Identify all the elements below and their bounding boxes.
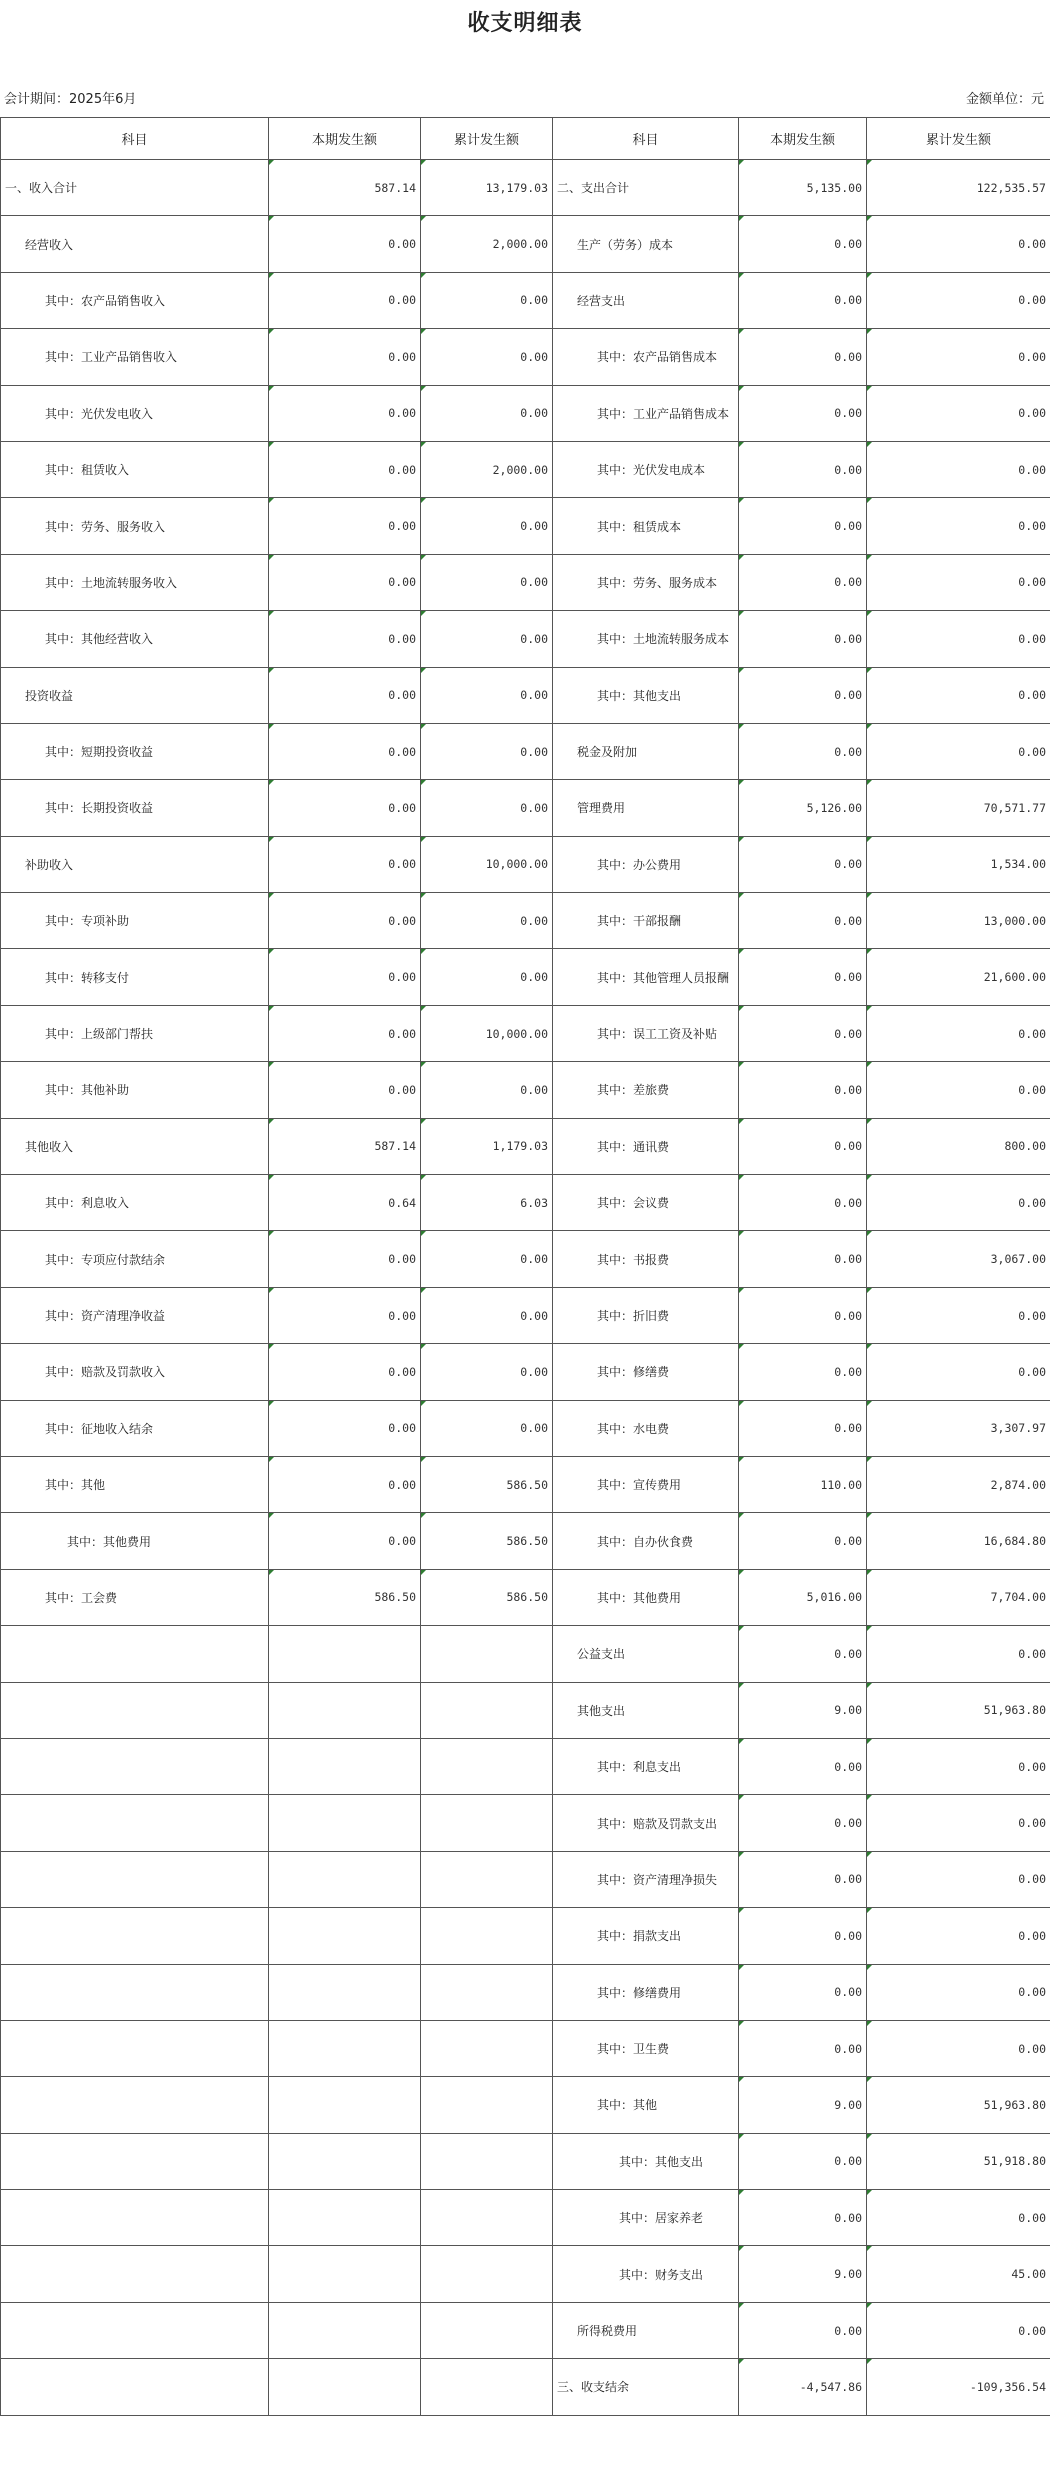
expense-cumulative-cell: 0.00 — [867, 385, 1050, 441]
income-cumulative-cell: 0.00 — [421, 272, 553, 328]
income-item-cell — [1, 2359, 269, 2415]
income-item-cell: 其中：工会费 — [1, 1569, 269, 1625]
expense-item-cell: 其中：宣传费用 — [553, 1456, 739, 1512]
expense-item-cell: 其中：工业产品销售成本 — [553, 385, 739, 441]
table-row — [1, 1231, 1050, 1287]
expense-item-cell: 其中：书报费 — [553, 1231, 739, 1287]
table-row — [1, 1682, 1050, 1738]
expense-item-cell: 二、支出合计 — [553, 160, 739, 216]
table-row — [1, 498, 1050, 554]
income-item-cell — [1, 1795, 269, 1851]
header-income-current: 本期发生额 — [269, 118, 421, 160]
income-cumulative-cell: 0.00 — [421, 611, 553, 667]
expense-cumulative-cell: -109,356.54 — [867, 2359, 1050, 2415]
expense-cumulative-cell: 51,963.80 — [867, 2077, 1050, 2133]
expense-current-cell: 0.00 — [739, 329, 867, 385]
expense-cumulative-cell: 16,684.80 — [867, 1513, 1050, 1569]
income-cumulative-cell — [421, 2190, 553, 2246]
table-row — [1, 611, 1050, 667]
table-row — [1, 1118, 1050, 1174]
income-cumulative-cell: 0.00 — [421, 554, 553, 610]
header-row — [1, 118, 1050, 160]
income-cumulative-cell: 2,000.00 — [421, 441, 553, 497]
expense-cumulative-cell: 51,918.80 — [867, 2133, 1050, 2189]
income-item-cell: 其中：征地收入结余 — [1, 1400, 269, 1456]
expense-cumulative-cell: 51,963.80 — [867, 1682, 1050, 1738]
expense-current-cell: 5,135.00 — [739, 160, 867, 216]
income-current-cell: 0.00 — [269, 893, 421, 949]
income-current-cell: 0.00 — [269, 329, 421, 385]
table-row — [1, 1851, 1050, 1907]
expense-cumulative-cell: 70,571.77 — [867, 780, 1050, 836]
expense-current-cell: 0.00 — [739, 1851, 867, 1907]
expense-item-cell: 其中：会议费 — [553, 1175, 739, 1231]
expense-item-cell: 其中：折旧费 — [553, 1287, 739, 1343]
income-current-cell: 0.00 — [269, 1513, 421, 1569]
expense-current-cell: 0.00 — [739, 2302, 867, 2358]
income-cumulative-cell — [421, 1908, 553, 1964]
income-cumulative-cell — [421, 1682, 553, 1738]
expense-current-cell: 5,126.00 — [739, 780, 867, 836]
table-row — [1, 723, 1050, 779]
income-cumulative-cell: 0.00 — [421, 1231, 553, 1287]
expense-cumulative-cell: 21,600.00 — [867, 949, 1050, 1005]
income-cumulative-cell: 13,179.03 — [421, 160, 553, 216]
table-row — [1, 2077, 1050, 2133]
table-row — [1, 1400, 1050, 1456]
table-row — [1, 329, 1050, 385]
expense-item-cell: 其中：水电费 — [553, 1400, 739, 1456]
expense-cumulative-cell: 0.00 — [867, 1851, 1050, 1907]
income-current-cell — [269, 2302, 421, 2358]
income-current-cell — [269, 1964, 421, 2020]
expense-item-cell: 其中：干部报酬 — [553, 893, 739, 949]
header-expense-current: 本期发生额 — [739, 118, 867, 160]
income-current-cell: 0.00 — [269, 385, 421, 441]
report-title: 收支明细表 — [467, 10, 583, 36]
expense-item-cell: 其中：农产品销售成本 — [553, 329, 739, 385]
income-current-cell: 0.00 — [269, 272, 421, 328]
income-current-cell: 0.00 — [269, 780, 421, 836]
table-row — [1, 2190, 1050, 2246]
expense-cumulative-cell: 0.00 — [867, 441, 1050, 497]
expense-cumulative-cell: 0.00 — [867, 329, 1050, 385]
expense-current-cell: 0.00 — [739, 893, 867, 949]
income-cumulative-cell — [421, 2246, 553, 2302]
table-row — [1, 1287, 1050, 1343]
income-item-cell — [1, 1738, 269, 1794]
expense-current-cell: 0.00 — [739, 1287, 867, 1343]
expense-item-cell: 生产（劳务）成本 — [553, 216, 739, 272]
expense-cumulative-cell: 800.00 — [867, 1118, 1050, 1174]
income-current-cell: 0.00 — [269, 441, 421, 497]
income-item-cell: 其中：光伏发电收入 — [1, 385, 269, 441]
expense-item-cell: 其中：其他支出 — [553, 667, 739, 723]
income-cumulative-cell: 0.00 — [421, 780, 553, 836]
expense-item-cell: 其中：劳务、服务成本 — [553, 554, 739, 610]
expense-current-cell: 0.00 — [739, 216, 867, 272]
expense-cumulative-cell: 2,874.00 — [867, 1456, 1050, 1512]
header-expense-cumulative: 累计发生额 — [867, 118, 1050, 160]
expense-cumulative-cell: 7,704.00 — [867, 1569, 1050, 1625]
table-row — [1, 1344, 1050, 1400]
income-cumulative-cell — [421, 2133, 553, 2189]
income-current-cell: 0.00 — [269, 611, 421, 667]
header-income-item: 科目 — [1, 118, 269, 160]
expense-current-cell: 0.00 — [739, 2020, 867, 2076]
expense-current-cell: 9.00 — [739, 2077, 867, 2133]
table-row — [1, 893, 1050, 949]
income-current-cell: 0.64 — [269, 1175, 421, 1231]
expense-cumulative-cell: 0.00 — [867, 1626, 1050, 1682]
expense-item-cell: 其中：资产清理净损失 — [553, 1851, 739, 1907]
table-row — [1, 2020, 1050, 2076]
income-current-cell — [269, 2077, 421, 2133]
income-cumulative-cell: 0.00 — [421, 1287, 553, 1343]
expense-cumulative-cell: 0.00 — [867, 1738, 1050, 1794]
income-current-cell: 0.00 — [269, 1231, 421, 1287]
expense-current-cell: 0.00 — [739, 1400, 867, 1456]
expense-cumulative-cell: 3,067.00 — [867, 1231, 1050, 1287]
expense-item-cell: 其中：卫生费 — [553, 2020, 739, 2076]
income-item-cell: 其中：其他 — [1, 1456, 269, 1512]
income-cumulative-cell — [421, 2302, 553, 2358]
income-item-cell — [1, 1682, 269, 1738]
expense-cumulative-cell: 0.00 — [867, 216, 1050, 272]
expense-current-cell: 0.00 — [739, 272, 867, 328]
expense-current-cell: 0.00 — [739, 1964, 867, 2020]
income-current-cell: 0.00 — [269, 1400, 421, 1456]
income-current-cell: 0.00 — [269, 1344, 421, 1400]
income-item-cell: 其中：上级部门帮扶 — [1, 1005, 269, 1061]
expense-item-cell: 其中：其他管理人员报酬 — [553, 949, 739, 1005]
expense-current-cell: 9.00 — [739, 2246, 867, 2302]
income-current-cell: 587.14 — [269, 1118, 421, 1174]
income-item-cell: 其中：其他费用 — [1, 1513, 269, 1569]
expense-item-cell: 经营支出 — [553, 272, 739, 328]
expense-current-cell: 0.00 — [739, 554, 867, 610]
income-item-cell: 其中：其他补助 — [1, 1062, 269, 1118]
income-current-cell: 0.00 — [269, 554, 421, 610]
table-body — [1, 160, 1050, 2416]
income-current-cell: 0.00 — [269, 667, 421, 723]
income-cumulative-cell: 0.00 — [421, 667, 553, 723]
expense-cumulative-cell: 0.00 — [867, 272, 1050, 328]
expense-cumulative-cell: 122,535.57 — [867, 160, 1050, 216]
income-cumulative-cell — [421, 1964, 553, 2020]
expense-cumulative-cell: 3,307.97 — [867, 1400, 1050, 1456]
table-row — [1, 441, 1050, 497]
expense-current-cell: 0.00 — [739, 1062, 867, 1118]
income-item-cell: 其中：其他经营收入 — [1, 611, 269, 667]
table-row — [1, 160, 1050, 216]
currency-unit: 金额单位：元 — [965, 92, 1044, 107]
expense-cumulative-cell: 0.00 — [867, 2020, 1050, 2076]
table-row — [1, 949, 1050, 1005]
expense-item-cell: 其中：其他支出 — [553, 2133, 739, 2189]
expense-cumulative-cell: 0.00 — [867, 1175, 1050, 1231]
income-current-cell: 0.00 — [269, 498, 421, 554]
income-cumulative-cell: 586.50 — [421, 1456, 553, 1512]
income-current-cell — [269, 2246, 421, 2302]
income-cumulative-cell: 0.00 — [421, 1062, 553, 1118]
expense-item-cell: 其中：修缮费用 — [553, 1964, 739, 2020]
income-current-cell — [269, 2190, 421, 2246]
table-row — [1, 2302, 1050, 2358]
income-item-cell — [1, 1851, 269, 1907]
expense-cumulative-cell: 0.00 — [867, 1795, 1050, 1851]
income-item-cell: 其中：短期投资收益 — [1, 723, 269, 779]
table-row — [1, 2133, 1050, 2189]
income-cumulative-cell — [421, 2020, 553, 2076]
income-cumulative-cell: 2,000.00 — [421, 216, 553, 272]
expense-current-cell: 0.00 — [739, 1175, 867, 1231]
income-cumulative-cell: 0.00 — [421, 329, 553, 385]
income-item-cell: 其中：资产清理净收益 — [1, 1287, 269, 1343]
expense-current-cell: 0.00 — [739, 723, 867, 779]
expense-cumulative-cell: 0.00 — [867, 2302, 1050, 2358]
expense-current-cell: 0.00 — [739, 1513, 867, 1569]
expense-item-cell: 所得税费用 — [553, 2302, 739, 2358]
header-income-cumulative: 累计发生额 — [421, 118, 553, 160]
income-item-cell: 其中：劳务、服务收入 — [1, 498, 269, 554]
income-cumulative-cell: 0.00 — [421, 385, 553, 441]
income-cumulative-cell: 10,000.00 — [421, 1005, 553, 1061]
income-item-cell: 一、收入合计 — [1, 160, 269, 216]
expense-current-cell: 0.00 — [739, 2190, 867, 2246]
income-current-cell: 0.00 — [269, 1005, 421, 1061]
income-cumulative-cell: 0.00 — [421, 498, 553, 554]
expense-item-cell: 其中：捐款支出 — [553, 1908, 739, 1964]
income-cumulative-cell — [421, 2077, 553, 2133]
expense-current-cell: 0.00 — [739, 1908, 867, 1964]
expense-item-cell: 管理费用 — [553, 780, 739, 836]
expense-item-cell: 其中：光伏发电成本 — [553, 441, 739, 497]
expense-current-cell: -4,547.86 — [739, 2359, 867, 2415]
income-current-cell: 0.00 — [269, 1456, 421, 1512]
expense-current-cell: 0.00 — [739, 1626, 867, 1682]
expense-item-cell: 其中：修缮费 — [553, 1344, 739, 1400]
table-row — [1, 1175, 1050, 1231]
income-item-cell: 其中：专项应付款结余 — [1, 1231, 269, 1287]
expense-current-cell: 5,016.00 — [739, 1569, 867, 1625]
expense-current-cell: 0.00 — [739, 1344, 867, 1400]
table-row — [1, 1062, 1050, 1118]
expense-item-cell: 税金及附加 — [553, 723, 739, 779]
expense-cumulative-cell: 0.00 — [867, 2190, 1050, 2246]
income-current-cell: 0.00 — [269, 836, 421, 892]
expense-current-cell: 0.00 — [739, 498, 867, 554]
income-current-cell — [269, 1682, 421, 1738]
income-current-cell: 0.00 — [269, 949, 421, 1005]
income-item-cell: 其中：长期投资收益 — [1, 780, 269, 836]
expense-cumulative-cell: 0.00 — [867, 1344, 1050, 1400]
income-cumulative-cell — [421, 1738, 553, 1794]
income-cumulative-cell: 0.00 — [421, 723, 553, 779]
table-row — [1, 1456, 1050, 1512]
expense-cumulative-cell: 1,534.00 — [867, 836, 1050, 892]
income-cumulative-cell: 6.03 — [421, 1175, 553, 1231]
table-row — [1, 1795, 1050, 1851]
income-item-cell: 其中：赔款及罚款收入 — [1, 1344, 269, 1400]
expense-cumulative-cell: 45.00 — [867, 2246, 1050, 2302]
expense-item-cell: 其中：差旅费 — [553, 1062, 739, 1118]
income-cumulative-cell: 0.00 — [421, 1344, 553, 1400]
expense-item-cell: 其中：其他 — [553, 2077, 739, 2133]
income-item-cell: 经营收入 — [1, 216, 269, 272]
income-current-cell: 586.50 — [269, 1569, 421, 1625]
income-current-cell: 0.00 — [269, 1062, 421, 1118]
income-current-cell — [269, 1795, 421, 1851]
expense-cumulative-cell: 0.00 — [867, 1964, 1050, 2020]
income-item-cell: 其中：专项补助 — [1, 893, 269, 949]
expense-item-cell: 其中：赔款及罚款支出 — [553, 1795, 739, 1851]
income-item-cell — [1, 2246, 269, 2302]
income-item-cell: 补助收入 — [1, 836, 269, 892]
income-cumulative-cell: 0.00 — [421, 949, 553, 1005]
expense-current-cell: 0.00 — [739, 385, 867, 441]
income-item-cell: 其他收入 — [1, 1118, 269, 1174]
income-item-cell — [1, 1626, 269, 1682]
expense-item-cell: 三、收支结余 — [553, 2359, 739, 2415]
expense-current-cell: 110.00 — [739, 1456, 867, 1512]
expense-cumulative-cell: 0.00 — [867, 667, 1050, 723]
accounting-period: 会计期间：2025年6月 — [4, 92, 137, 107]
income-cumulative-cell — [421, 1851, 553, 1907]
expense-current-cell: 0.00 — [739, 611, 867, 667]
expense-current-cell: 0.00 — [739, 441, 867, 497]
income-current-cell — [269, 1908, 421, 1964]
table-row — [1, 1569, 1050, 1625]
income-item-cell: 其中：工业产品销售收入 — [1, 329, 269, 385]
income-cumulative-cell — [421, 1626, 553, 1682]
table-row — [1, 554, 1050, 610]
expense-item-cell: 其中：居家养老 — [553, 2190, 739, 2246]
income-current-cell — [269, 2020, 421, 2076]
expense-cumulative-cell: 13,000.00 — [867, 893, 1050, 949]
table-row — [1, 1964, 1050, 2020]
income-expense-table — [0, 117, 1050, 2416]
income-item-cell — [1, 2133, 269, 2189]
income-item-cell: 其中：农产品销售收入 — [1, 272, 269, 328]
expense-current-cell: 0.00 — [739, 667, 867, 723]
table-row — [1, 2246, 1050, 2302]
table-row — [1, 216, 1050, 272]
table-header — [1, 118, 1050, 160]
expense-current-cell: 9.00 — [739, 1682, 867, 1738]
expense-current-cell: 0.00 — [739, 1738, 867, 1794]
expense-current-cell: 0.00 — [739, 949, 867, 1005]
expense-cumulative-cell: 0.00 — [867, 1908, 1050, 1964]
income-current-cell — [269, 2133, 421, 2189]
expense-current-cell: 0.00 — [739, 1118, 867, 1174]
expense-item-cell: 其中：自办伙食费 — [553, 1513, 739, 1569]
expense-current-cell: 0.00 — [739, 836, 867, 892]
expense-item-cell: 其他支出 — [553, 1682, 739, 1738]
income-item-cell: 其中：土地流转服务收入 — [1, 554, 269, 610]
income-item-cell: 投资收益 — [1, 667, 269, 723]
income-item-cell: 其中：租赁收入 — [1, 441, 269, 497]
table-row — [1, 272, 1050, 328]
expense-cumulative-cell: 0.00 — [867, 498, 1050, 554]
expense-cumulative-cell: 0.00 — [867, 1005, 1050, 1061]
income-item-cell — [1, 2020, 269, 2076]
income-item-cell — [1, 2190, 269, 2246]
income-item-cell: 其中：利息收入 — [1, 1175, 269, 1231]
income-current-cell — [269, 1738, 421, 1794]
expense-item-cell: 其中：办公费用 — [553, 836, 739, 892]
expense-item-cell: 其中：土地流转服务成本 — [553, 611, 739, 667]
expense-current-cell: 0.00 — [739, 1231, 867, 1287]
table-row — [1, 1005, 1050, 1061]
expense-current-cell: 0.00 — [739, 2133, 867, 2189]
table-row — [1, 1513, 1050, 1569]
income-cumulative-cell: 586.50 — [421, 1513, 553, 1569]
expense-cumulative-cell: 0.00 — [867, 1287, 1050, 1343]
expense-item-cell: 其中：其他费用 — [553, 1569, 739, 1625]
table-row — [1, 780, 1050, 836]
expense-cumulative-cell: 0.00 — [867, 611, 1050, 667]
expense-item-cell: 其中：租赁成本 — [553, 498, 739, 554]
income-item-cell — [1, 2077, 269, 2133]
income-cumulative-cell: 0.00 — [421, 1400, 553, 1456]
income-cumulative-cell: 10,000.00 — [421, 836, 553, 892]
table-row — [1, 1738, 1050, 1794]
income-current-cell — [269, 1626, 421, 1682]
table-row — [1, 1626, 1050, 1682]
income-cumulative-cell — [421, 2359, 553, 2415]
income-current-cell — [269, 1851, 421, 1907]
expense-item-cell: 其中：通讯费 — [553, 1118, 739, 1174]
income-current-cell — [269, 2359, 421, 2415]
expense-cumulative-cell: 0.00 — [867, 554, 1050, 610]
expense-item-cell: 其中：财务支出 — [553, 2246, 739, 2302]
expense-current-cell: 0.00 — [739, 1005, 867, 1061]
income-current-cell: 0.00 — [269, 216, 421, 272]
income-item-cell — [1, 1964, 269, 2020]
expense-item-cell: 其中：利息支出 — [553, 1738, 739, 1794]
table-row — [1, 667, 1050, 723]
table-row — [1, 1908, 1050, 1964]
income-cumulative-cell: 1,179.03 — [421, 1118, 553, 1174]
table-row — [1, 2359, 1050, 2415]
income-item-cell — [1, 2302, 269, 2358]
income-cumulative-cell: 586.50 — [421, 1569, 553, 1625]
income-cumulative-cell — [421, 1795, 553, 1851]
table-row — [1, 836, 1050, 892]
income-cumulative-cell: 0.00 — [421, 893, 553, 949]
income-current-cell: 587.14 — [269, 160, 421, 216]
header-expense-item: 科目 — [553, 118, 739, 160]
income-current-cell: 0.00 — [269, 1287, 421, 1343]
table-row — [1, 385, 1050, 441]
expense-cumulative-cell: 0.00 — [867, 1062, 1050, 1118]
expense-item-cell: 其中：误工工资及补贴 — [553, 1005, 739, 1061]
income-item-cell — [1, 1908, 269, 1964]
income-current-cell: 0.00 — [269, 723, 421, 779]
income-item-cell: 其中：转移支付 — [1, 949, 269, 1005]
expense-item-cell: 公益支出 — [553, 1626, 739, 1682]
expense-current-cell: 0.00 — [739, 1795, 867, 1851]
expense-cumulative-cell: 0.00 — [867, 723, 1050, 779]
